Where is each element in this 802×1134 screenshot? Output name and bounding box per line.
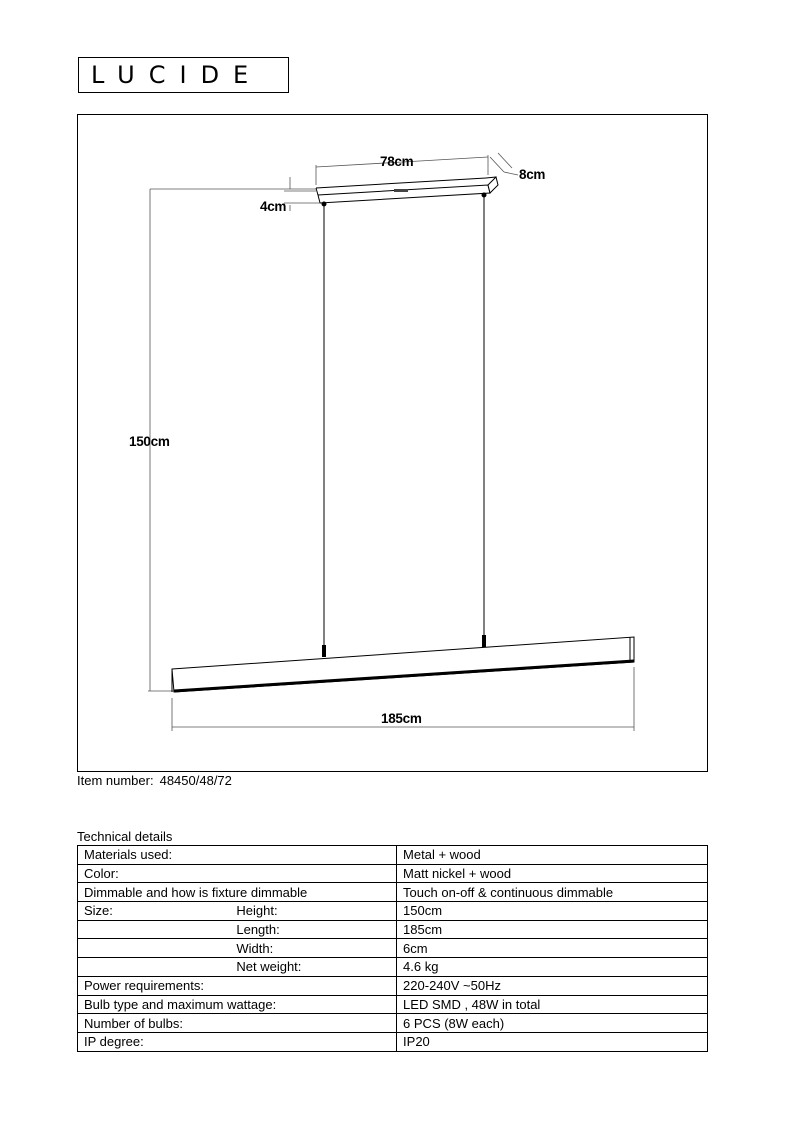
table-row <box>78 883 708 902</box>
row-label: Power requirements: <box>78 976 397 995</box>
canopy-depth-label: 8cm <box>519 167 546 182</box>
table-row <box>78 864 708 883</box>
row-sublabel: Net weight: <box>230 958 396 977</box>
item-number-label: Item number: <box>77 773 154 788</box>
row-label <box>78 958 231 977</box>
table-row <box>78 939 708 958</box>
row-value: IP20 <box>397 1032 708 1051</box>
row-value: 150cm <box>397 902 708 921</box>
row-label: Bulb type and maximum wattage: <box>78 995 397 1014</box>
row-value: 4.6 kg <box>397 958 708 977</box>
table-row <box>78 846 708 865</box>
table-row <box>78 995 708 1014</box>
canopy <box>316 177 498 206</box>
technical-details-title: Technical details <box>77 829 173 844</box>
row-value: Touch on-off & continuous dimmable <box>397 883 708 902</box>
row-value: 185cm <box>397 920 708 939</box>
row-value: Metal + wood <box>397 846 708 865</box>
item-number-value: 48450/48/72 <box>159 773 232 788</box>
product-drawing-svg <box>78 115 709 773</box>
table-row <box>78 976 708 995</box>
technical-drawing <box>77 114 708 772</box>
canopy-length-label: 78cm <box>380 154 414 169</box>
row-label: Number of bulbs: <box>78 1014 397 1033</box>
technical-details-table <box>77 845 708 1052</box>
table-row <box>78 1032 708 1051</box>
item-number <box>77 773 232 789</box>
row-sublabel: Width: <box>230 939 396 958</box>
row-sublabel: Height: <box>230 902 396 921</box>
light-bar <box>172 637 634 692</box>
row-label: Dimmable and how is fixture dimmable <box>78 883 397 902</box>
row-label: Color: <box>78 864 231 883</box>
canopy-height-label: 4cm <box>260 199 287 214</box>
row-label <box>78 939 231 958</box>
bar-length-label: 185cm <box>381 711 422 726</box>
table-row <box>78 920 708 939</box>
cable-connector-left <box>322 645 326 657</box>
row-label: Materials used: <box>78 846 231 865</box>
row-value: 6cm <box>397 939 708 958</box>
brand-logo <box>78 57 289 93</box>
row-sublabel: Length: <box>230 920 396 939</box>
canopy-height-dimension <box>284 177 320 211</box>
canopy-depth-dimension <box>490 153 518 175</box>
total-height-dimension <box>148 189 316 691</box>
table-row <box>78 902 708 921</box>
brand-logo-text: LUCIDE <box>91 61 263 89</box>
row-sublabel <box>230 846 396 865</box>
table-row <box>78 958 708 977</box>
total-height-label: 150cm <box>129 434 170 449</box>
table-row <box>78 1014 708 1033</box>
row-label: Size: <box>78 902 231 921</box>
row-label <box>78 920 231 939</box>
row-sublabel <box>230 864 396 883</box>
cable-connector-right <box>482 635 486 647</box>
row-value: 220-240V ~50Hz <box>397 976 708 995</box>
row-value: Matt nickel + wood <box>397 864 708 883</box>
row-value: 6 PCS (8W each) <box>397 1014 708 1033</box>
row-label: IP degree: <box>78 1032 397 1051</box>
row-value: LED SMD , 48W in total <box>397 995 708 1014</box>
